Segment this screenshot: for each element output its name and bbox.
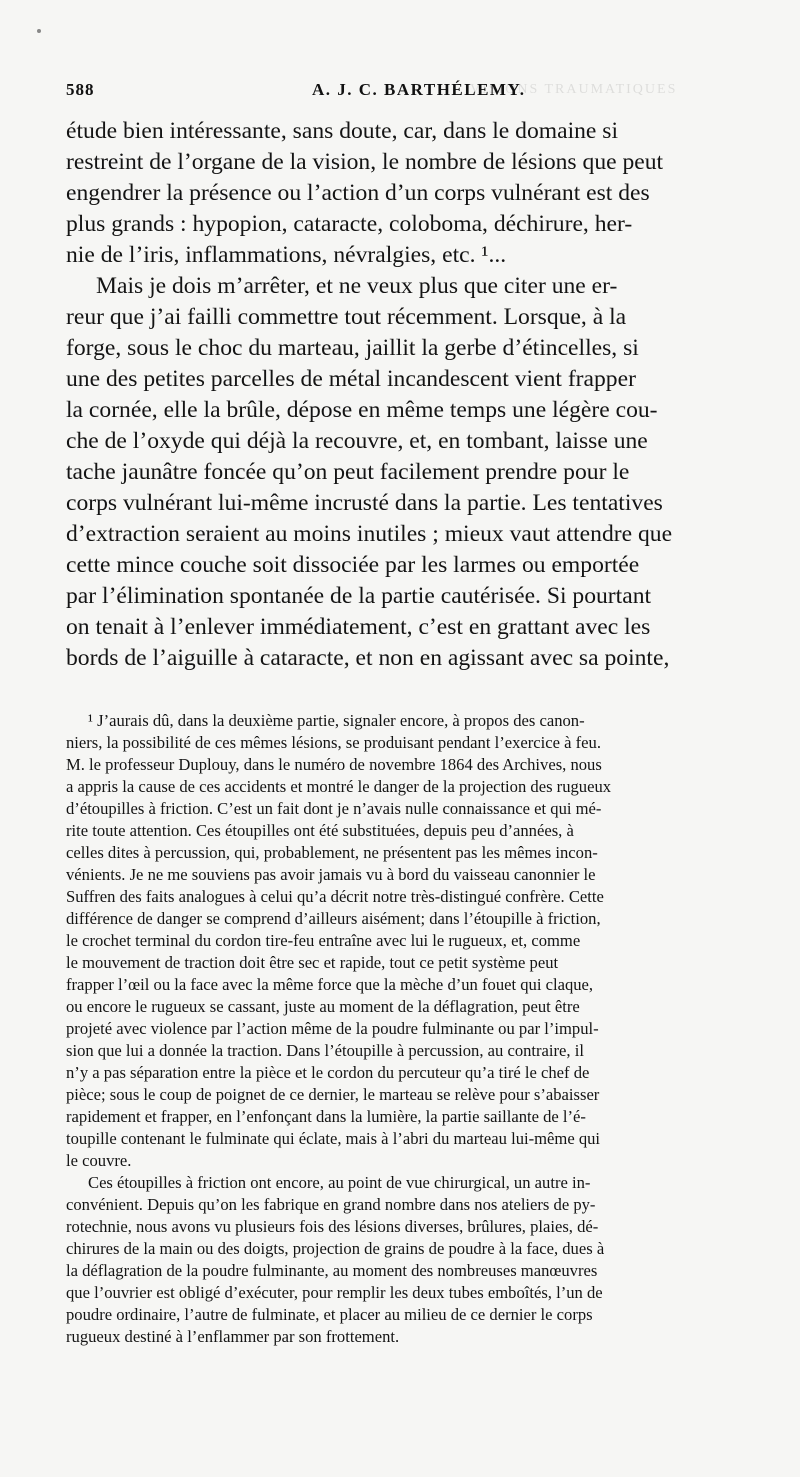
bleed-through-text: VISIONS TRAUMATIQUES <box>470 82 678 97</box>
footnote-line: le couvre. <box>66 1151 132 1170</box>
footnote-line: convénient. Depuis qu’on les fabrique en grand nombre dans nos ateliers de py- <box>66 1195 596 1214</box>
footnote-line: ou encore le rugueux se cassant, juste au moment de la déflagration, peut être <box>66 997 580 1016</box>
footnote-line: toupille contenant le fulminate qui éclate, mais à l’abri du marteau lui-même qui <box>66 1129 601 1148</box>
text-line: on tenait à l’enlever immédiatement, c’est en grattant avec les <box>66 614 651 640</box>
footnote-line: celles dites à percussion, qui, probablement, ne présentent pas les mêmes incon- <box>66 843 598 862</box>
text-line: cette mince couche soit dissociée par les larmes ou emportée <box>66 552 640 578</box>
text-line: d’extraction seraient au moins inutiles ; mieux vaut attendre que <box>66 521 673 547</box>
text-line: reur que j’ai failli commettre tout récemment. Lorsque, à la <box>66 304 627 330</box>
text-line: corps vulnérant lui-même incrusté dans la partie. Les tentatives <box>66 490 663 516</box>
main-text <box>66 116 766 674</box>
footnote-line: que l’ouvrier est obligé d’exécuter, pour remplir les deux tubes emboîtés, l’un de <box>66 1283 603 1302</box>
footnote-line: le crochet terminal du cordon tire-feu entraîne avec lui le rugueux, et, comme <box>66 931 581 950</box>
text-line: étude bien intéressante, sans doute, car, dans le domaine si <box>66 118 619 144</box>
running-head: A. J. C. BARTHÉLEMY. <box>312 80 526 99</box>
footnote-line: niers, la possibilité de ces mêmes lésions, se produisant pendant l’exercice à feu. <box>66 733 601 752</box>
text-line: plus grands : hypopion, cataracte, coloboma, déchirure, her- <box>66 211 633 237</box>
footnote-line: Ces étoupilles à friction ont encore, au point de vue chirurgical, un autre in- <box>88 1173 591 1192</box>
text-line: restreint de l’organe de la vision, le nombre de lésions que peut <box>66 149 664 175</box>
footnote-line: le mouvement de traction doit être sec et rapide, tout ce petit système peut <box>66 953 559 972</box>
footnote-line: rite toute attention. Ces étoupilles ont été substituées, depuis peu d’années, à <box>66 821 574 840</box>
text-line: nie de l’iris, inflammations, névralgies, etc. ¹... <box>66 242 507 268</box>
footnote-line: pièce; sous le coup de poignet de ce dernier, le marteau se relève pour s’abaisser <box>66 1085 600 1104</box>
text-line: forge, sous le choc du marteau, jaillit la gerbe d’étincelles, si <box>66 335 639 361</box>
footnote-line: n’y a pas séparation entre la pièce et le cordon du percuteur qu’a tiré le chef de <box>66 1063 590 1082</box>
footnote-line: poudre ordinaire, l’autre de fulminate, et placer au milieu de ce dernier le corps <box>66 1305 593 1324</box>
text-line: che de l’oxyde qui déjà la recouvre, et, en tombant, laisse une <box>66 428 648 454</box>
footnote-line: a appris la cause de ces accidents et montré le danger de la projection des rugueux <box>66 777 612 796</box>
footnote-line: rotechnie, nous avons vu plusieurs fois des lésions diverses, brûlures, plaies, dé- <box>66 1217 599 1236</box>
footnote-line: M. le professeur Duplouy, dans le numéro de novembre 1864 des Archives, nous <box>66 755 602 774</box>
footnote-line: la déflagration de la poudre fulminante, au moment des nombreuses manœuvres <box>66 1261 598 1280</box>
page-header <box>66 80 756 104</box>
text-line: tache jaunâtre foncée qu’on peut facilement prendre pour le <box>66 459 630 485</box>
footnote-line: différence de danger se comprend d’ailleurs aisément; dans l’étoupille à friction, <box>66 909 601 928</box>
footnote-line: d’étoupilles à friction. C’est un fait dont je n’avais nulle connaissance et qui mé- <box>66 799 602 818</box>
footnote-line: sion que lui a donnée la traction. Dans l’étoupille à percussion, au contraire, il <box>66 1041 584 1060</box>
text-line: la cornée, elle la brûle, dépose en même temps une légère cou- <box>66 397 658 423</box>
text-line: une des petites parcelles de métal incandescent vient frapper <box>66 366 636 392</box>
text-line: Mais je dois m’arrêter, et ne veux plus que citer une er- <box>96 273 618 299</box>
text-line: par l’élimination spontanée de la partie cautérisée. Si pourtant <box>66 583 652 609</box>
text-line: engendrer la présence ou l’action d’un corps vulnérant est des <box>66 180 650 206</box>
footnote-line: vénients. Je ne me souviens pas avoir jamais vu à bord du vaisseau canonnier le <box>66 865 596 884</box>
footnote-line: projeté avec violence par l’action même de la poudre fulminante ou par l’impul- <box>66 1019 599 1038</box>
page-number: 588 <box>66 80 95 99</box>
text-line: bords de l’aiguille à cataracte, et non en agissant avec sa pointe, <box>66 645 670 671</box>
page-speck <box>37 29 41 33</box>
footnote-line: rapidement et frapper, en l’enfonçant dans la lumière, la partie saillante de l’é- <box>66 1107 586 1126</box>
footnote-line: rugueux destiné à l’enflammer par son frottement. <box>66 1327 400 1346</box>
footnote-line: Suffren des faits analogues à celui qu’a décrit notre très-distingué confrère. Cette <box>66 887 604 906</box>
footnote-line: ¹ J’aurais dû, dans la deuxième partie, signaler encore, à propos des canon- <box>88 711 585 730</box>
footnote-line: chirures de la main ou des doigts, projection de grains de poudre à la face, dues à <box>66 1239 605 1258</box>
footnote-line: frapper l’œil ou la face avec la même force que la mèche d’un fouet qui claque, <box>66 975 594 994</box>
footnote <box>66 710 766 1348</box>
